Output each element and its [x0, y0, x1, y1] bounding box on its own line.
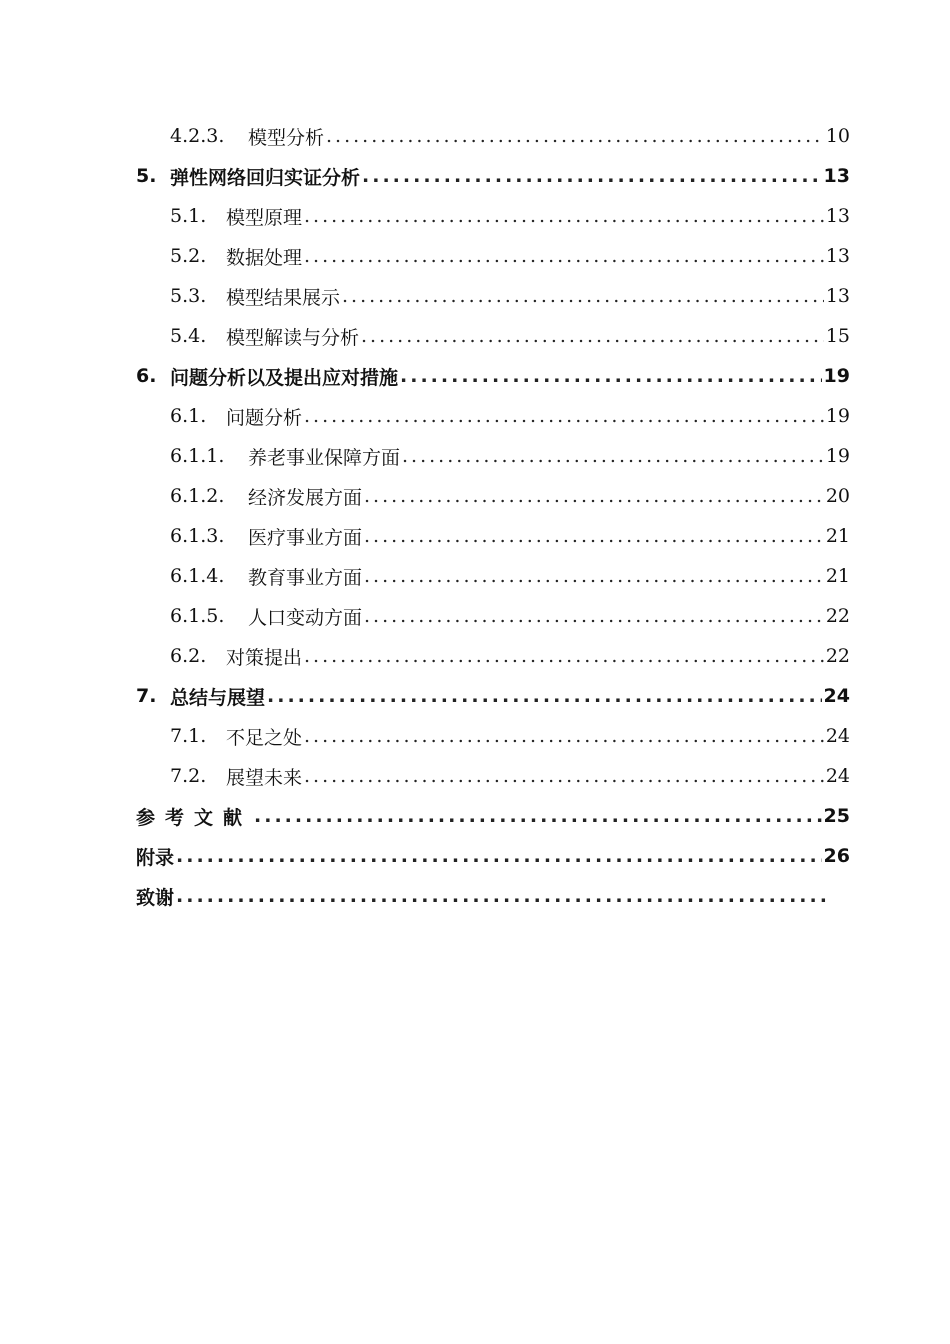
- toc-entry-title: 数据处理: [226, 246, 303, 269]
- toc-entry[interactable]: [0, 876, 850, 916]
- toc-entry-title: 附录: [136, 846, 175, 869]
- toc-entry-page: 19: [825, 445, 850, 467]
- toc-entry-page: 22: [825, 645, 850, 667]
- toc-leader-dots: [176, 885, 826, 907]
- toc-entry-number: 6.1.1.: [170, 445, 225, 467]
- toc-entry-title: 医疗事业方面: [248, 526, 363, 549]
- toc-entry-number: 6.1.2.: [170, 485, 225, 507]
- toc-leader-dots: [364, 485, 824, 507]
- toc-entry[interactable]: [0, 436, 850, 476]
- toc-entry-page: 13: [825, 285, 850, 307]
- toc-entry-title: 模型原理: [226, 206, 303, 229]
- toc-entry-page: 15: [825, 325, 850, 347]
- toc-entry-page: 21: [825, 525, 850, 547]
- toc-leader-dots: [267, 685, 822, 707]
- toc-entry-title: 养老事业保障方面: [248, 446, 401, 469]
- toc-leader-dots: [304, 405, 824, 427]
- toc-entry-number: 6.2.: [170, 645, 207, 667]
- toc-entry-page: 13: [825, 205, 850, 227]
- toc-entry-title: 模型分析: [248, 126, 325, 149]
- toc-entry-number: 6.: [136, 365, 157, 387]
- toc-entry[interactable]: [0, 836, 850, 876]
- toc-entry[interactable]: [0, 316, 850, 356]
- toc-entry-page: 22: [825, 605, 850, 627]
- toc-entry-title: 经济发展方面: [248, 486, 363, 509]
- toc-entry-page: 19: [825, 405, 850, 427]
- toc-entry-number: 6.1.5.: [170, 605, 225, 627]
- toc-entry[interactable]: [0, 676, 850, 716]
- toc-leader-dots: [304, 645, 824, 667]
- toc-entry[interactable]: [0, 596, 850, 636]
- toc-entry-page: 24: [825, 765, 850, 787]
- toc-leader-dots: [364, 565, 824, 587]
- toc-entry-number: 5.2.: [170, 245, 207, 267]
- toc-entry-page: 21: [825, 565, 850, 587]
- toc-leader-dots: [362, 165, 822, 187]
- toc-entry-title: 不足之处: [226, 726, 303, 749]
- toc-entry-title: 问题分析以及提出应对措施: [170, 366, 399, 389]
- toc-leader-dots: [304, 205, 824, 227]
- toc-entry-number: 6.1.: [170, 405, 207, 427]
- toc-entry-number: 5.3.: [170, 285, 207, 307]
- toc-entry-page: 20: [825, 485, 850, 507]
- toc-entry-page: 13: [823, 165, 850, 187]
- toc-leader-dots: [326, 125, 824, 147]
- toc-leader-dots: [402, 445, 824, 467]
- toc-entry-number: 6.1.3.: [170, 525, 225, 547]
- toc-leader-dots: [364, 605, 824, 627]
- toc-entry-number: 5.: [136, 165, 157, 187]
- toc-entry-title: 模型解读与分析: [226, 326, 360, 349]
- toc-entry-number: 7.1.: [170, 725, 207, 747]
- toc-entry[interactable]: [0, 716, 850, 756]
- toc-entry[interactable]: [0, 556, 850, 596]
- toc-entry-title: 参考文献: [136, 806, 253, 829]
- toc-entry-title: 教育事业方面: [248, 566, 363, 589]
- toc-entry[interactable]: [0, 196, 850, 236]
- toc-entry[interactable]: [0, 796, 850, 836]
- toc-entry-title: 人口变动方面: [248, 606, 363, 629]
- toc-entry-title: 对策提出: [226, 646, 303, 669]
- toc-entry-title: 致谢: [136, 886, 175, 909]
- toc-leader-dots: [254, 805, 822, 827]
- toc-entry[interactable]: [0, 236, 850, 276]
- toc-entry[interactable]: [0, 756, 850, 796]
- toc-entry-title: 问题分析: [226, 406, 303, 429]
- toc-entry-page: 19: [823, 365, 850, 387]
- toc-entry-page: 26: [823, 845, 850, 867]
- toc-entry-page: 25: [823, 805, 850, 827]
- toc-entry[interactable]: [0, 636, 850, 676]
- toc-leader-dots: [304, 725, 824, 747]
- toc-entry[interactable]: [0, 396, 850, 436]
- toc-leader-dots: [361, 325, 824, 347]
- toc-entry-page: 24: [823, 685, 850, 707]
- toc-entry[interactable]: [0, 276, 850, 316]
- toc-entry[interactable]: [0, 156, 850, 196]
- toc-entry-number: 5.1.: [170, 205, 207, 227]
- toc-leader-dots: [342, 285, 824, 307]
- toc-entry-title: 展望未来: [226, 766, 303, 789]
- toc-entry-page: 13: [825, 245, 850, 267]
- toc-entry-title: 弹性网络回归实证分析: [170, 166, 361, 189]
- toc-leader-dots: [400, 365, 822, 387]
- toc-entry-title: 总结与展望: [170, 686, 266, 709]
- toc-entry-number: 6.1.4.: [170, 565, 225, 587]
- toc-entry[interactable]: [0, 516, 850, 556]
- toc-leader-dots: [364, 525, 824, 547]
- toc-entry-number: 7.2.: [170, 765, 207, 787]
- toc-entry[interactable]: [0, 476, 850, 516]
- table-of-contents: [0, 116, 950, 916]
- toc-leader-dots: [304, 765, 824, 787]
- toc-leader-dots: [304, 245, 824, 267]
- toc-entry[interactable]: [0, 116, 850, 156]
- toc-entry-number: 5.4.: [170, 325, 207, 347]
- toc-entry-number: 4.2.3.: [170, 125, 225, 147]
- toc-entry[interactable]: [0, 356, 850, 396]
- toc-leader-dots: [176, 845, 822, 867]
- toc-entry-page: 24: [825, 725, 850, 747]
- toc-entry-page: 10: [825, 125, 850, 147]
- toc-entry-number: 7.: [136, 685, 157, 707]
- toc-entry-title: 模型结果展示: [226, 286, 341, 309]
